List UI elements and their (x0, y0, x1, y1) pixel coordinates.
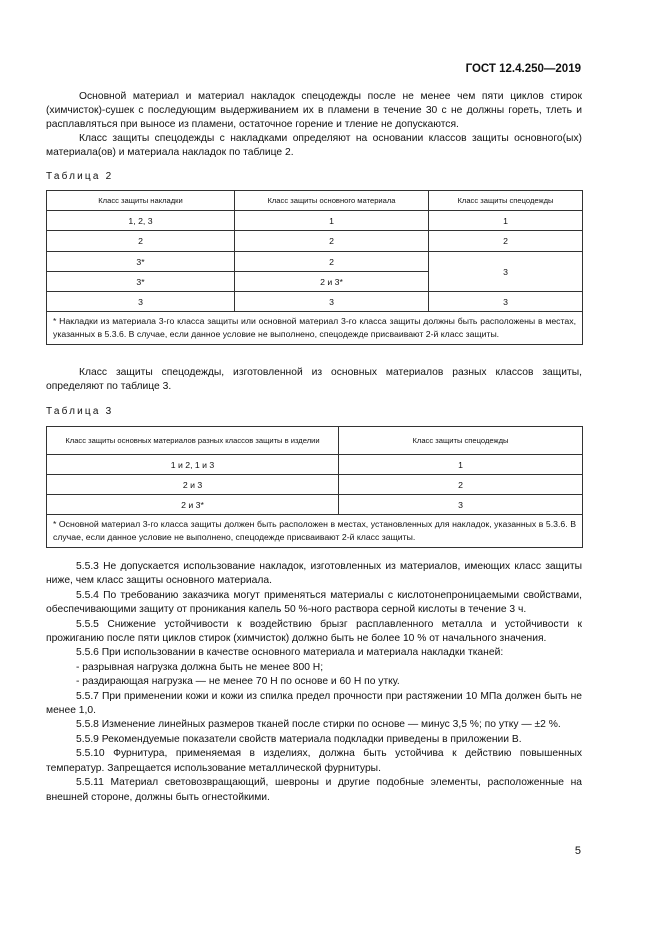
table2-header-row (47, 191, 583, 211)
clause-5-5-4: 5.5.4 По требованию заказчика могут применяться материалы с кислотонепроницаемыми свойствами, обеспечивающими защиту от проникания капель 50 %-ного раствора серной кислоты в течение 3 ч. (46, 589, 582, 616)
table3-caption: Таблица 3 (46, 406, 114, 417)
table-3 (46, 426, 583, 548)
table-cell: 2 и 3* (47, 495, 339, 515)
intro-paragraph-1: Основной материал и материал накладок спецодежды после не менее чем пяти циклов стирок (химчисток)-сушек с последующим выдерживанием их в пламени в течение 30 с не должны гореть, тлеть и расплавляться при выносе из пламени, остаточное горение и тление не допускаются. (46, 91, 582, 130)
table-row (47, 211, 583, 231)
table3-header-cell: Класс защиты спецодежды (339, 427, 583, 455)
table-cell: 1 (339, 455, 583, 475)
table-cell: 1, 2, 3 (47, 211, 235, 231)
table-row (47, 455, 583, 475)
table-cell: 2 (235, 252, 429, 272)
table-row (47, 252, 583, 272)
clause-5-5-8: 5.5.8 Изменение линейных размеров тканей после стирки по основе — минус 3,5 %; по утку — ±2 %. (76, 719, 561, 731)
table-row (47, 495, 583, 515)
table2-header-cell: Класс защиты основного материала (235, 191, 429, 211)
table-cell: 2 (429, 231, 583, 252)
clause-5-5-6-item-1: - разрывная нагрузка должна быть не менее 800 Н; (76, 661, 324, 673)
mid-paragraph: Класс защиты спецодежды, изготовленной из основных материалов разных классов защиты, определяют по таблице 3. (46, 367, 582, 392)
table2-header-cell: Класс защиты накладки (47, 191, 235, 211)
table-cell: 1 (429, 211, 583, 231)
mid-text (46, 366, 582, 394)
table-cell: 2 (339, 475, 583, 495)
table2-header-cell: Класс защиты спецодежды (429, 191, 583, 211)
table-cell: 2 (47, 231, 235, 252)
table2-caption: Таблица 2 (46, 171, 114, 182)
table-cell: 3 (235, 292, 429, 312)
clause-5-5-11: 5.5.11 Материал световозвращающий, шевроны и другие подобные элементы, расположенные на внешней стороне, должны быть огнестойкими. (46, 777, 582, 803)
table3-footnote: * Основной материал 3-го класса защиты должен быть расположен в местах, установленных для накладок, указанных в 5.3.6. В случае, если данное условие не выполнено, спецодежде присваивают 2-й класс защиты. (47, 515, 583, 548)
intro-text (46, 90, 582, 160)
table3-note-row (47, 515, 583, 548)
clause-5-5-10: 5.5.10 Фурнитура, применяемая в изделиях, должна быть устойчива к действию повышенных температур. Запрещается использование металлической фурнитуры. (46, 748, 582, 774)
table-2 (46, 190, 583, 345)
page-number: 5 (574, 845, 581, 857)
table3-header-cell: Класс защиты основных материалов разных классов защиты в изделии (47, 427, 339, 455)
table-cell: 3* (47, 272, 235, 292)
clause-5-5-3: 5.5.3 Не допускается использование накладок, изготовленных из материалов, имеющих класс защиты ниже, чем класс защиты основного материала. (46, 561, 582, 587)
clause-5-5-6: 5.5.6 При использовании в качестве основного материала и материала накладки тканей: (76, 647, 504, 659)
table3-header-row (47, 427, 583, 455)
table2-note-row (47, 312, 583, 345)
table-cell: 3 (339, 495, 583, 515)
intro-paragraph-2: Класс защиты спецодежды с накладками определяют на основании классов защиты основного(ых) материала(ов) и материала накладок по таблице 2. (46, 133, 582, 158)
table-row (47, 231, 583, 252)
table2-footnote: * Накладки из материала 3-го класса защиты или основной материал 3-го класса защиты должны быть расположены в местах, указанных в 5.3.6. В случае, если данное условие не выполнено, спецодежде присваивают 2-й класс защиты. (47, 312, 583, 345)
table-cell: 2 и 3* (235, 272, 429, 292)
table-cell: 2 (235, 231, 429, 252)
table-row (47, 292, 583, 312)
table-cell: 3 (429, 292, 583, 312)
clause-5-5-6-item-2: - раздирающая нагрузка — не менее 70 Н по основе и 60 Н по утку. (76, 676, 400, 688)
clause-5-5-5: 5.5.5 Снижение устойчивости к воздействию брызг расплавленного металла и устойчивости к прожиганию после пяти циклов стирок (химчисток) должно быть не более 10 % от начального значения. (46, 618, 582, 645)
clauses-list (46, 560, 582, 805)
table-cell: 3* (47, 252, 235, 272)
table-cell: 3 (47, 292, 235, 312)
clause-5-5-7: 5.5.7 При применении кожи и кожи из спилка предел прочности при растяжении 10 МПа должен быть не менее 1,0. (46, 690, 582, 717)
table-row (47, 475, 583, 495)
table-cell: 1 (235, 211, 429, 231)
table-cell-merged: 3 (429, 252, 583, 292)
table-cell: 1 и 2, 1 и 3 (47, 455, 339, 475)
table-cell: 2 и 3 (47, 475, 339, 495)
standard-code: ГОСТ 12.4.250—2019 (465, 63, 581, 75)
clause-5-5-9: 5.5.9 Рекомендуемые показатели свойств материала подкладки приведены в приложении В. (76, 733, 522, 745)
